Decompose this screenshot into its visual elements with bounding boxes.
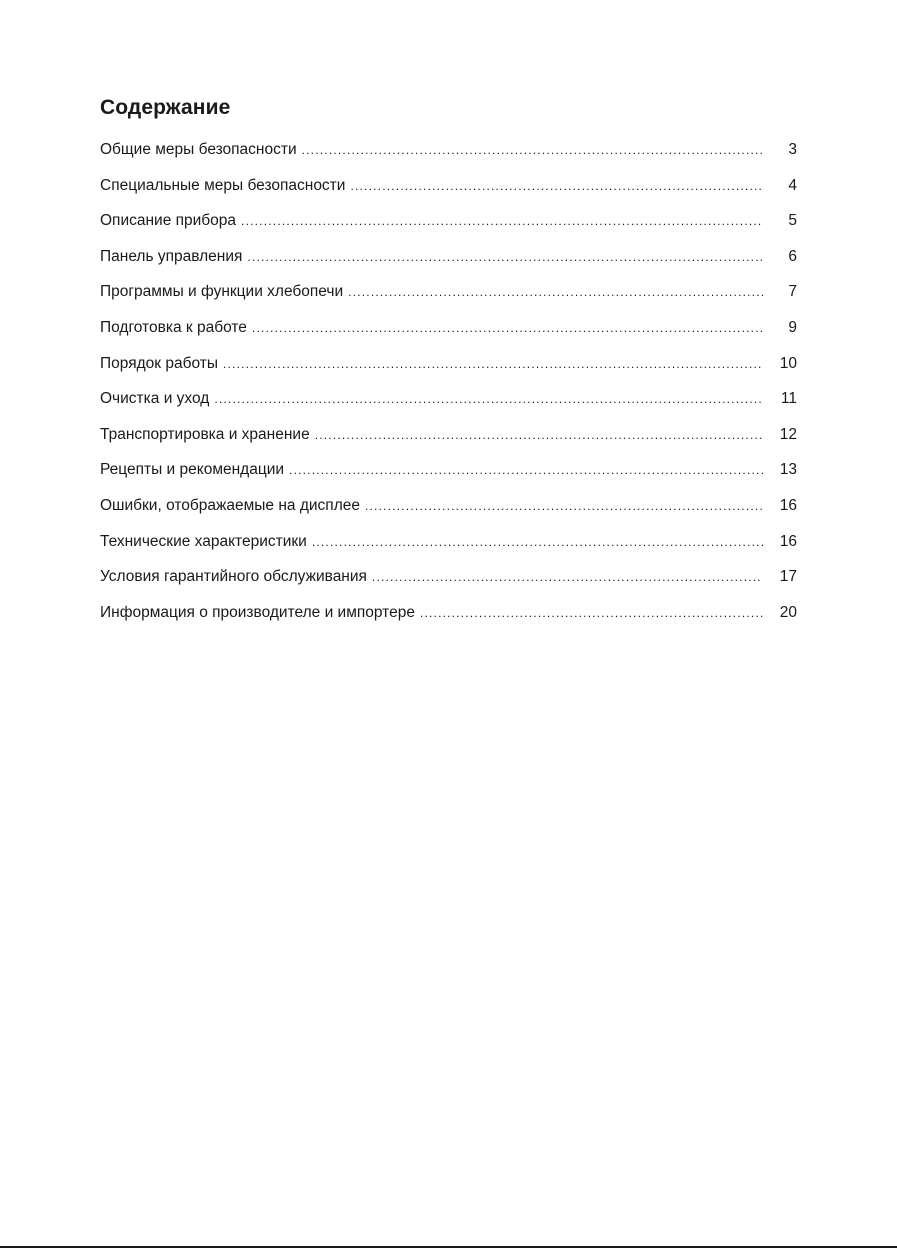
toc-entry-label: Технические характеристики: [100, 532, 307, 550]
toc-entry[interactable]: [100, 529, 797, 565]
toc-entry-page: 5: [788, 212, 797, 230]
toc-entry-page: 16: [779, 532, 797, 550]
toc-entry-page: 11: [780, 390, 797, 408]
toc-entry[interactable]: [100, 564, 797, 600]
toc-entry[interactable]: [100, 386, 797, 422]
toc-entry-label: Ошибки, отображаемые на дисплее: [100, 496, 360, 514]
toc-dot-leader: [247, 244, 763, 270]
toc-entry[interactable]: [100, 244, 797, 280]
toc-entry-label: Описание прибора: [100, 212, 237, 230]
toc-entry-label: Программы и функции хлебопечи: [100, 283, 344, 301]
toc-entry[interactable]: [100, 208, 797, 244]
toc-dot-leader: [289, 457, 763, 483]
toc-entry-page: 16: [779, 496, 797, 514]
toc-entry-label: Информация о производителе и импортере: [100, 603, 415, 621]
toc-dot-leader: [241, 208, 763, 234]
toc-entry-page: 7: [788, 283, 797, 301]
toc-entry-label: Порядок работы: [100, 354, 218, 372]
toc-entry-page: 3: [788, 141, 797, 158]
toc-entry[interactable]: [100, 600, 797, 636]
toc-entry-page: 17: [779, 568, 797, 586]
toc-dot-leader: [214, 386, 763, 412]
toc-dot-leader: [315, 422, 763, 448]
toc-dot-leader: [420, 600, 763, 626]
toc-dot-leader: [223, 351, 763, 377]
toc-entry[interactable]: [100, 493, 797, 529]
toc-entry[interactable]: [100, 315, 797, 351]
toc-dot-leader: [252, 315, 763, 341]
toc-entry-page: 10: [779, 354, 797, 372]
toc-entry-label: Специальные меры безопасности: [100, 176, 346, 194]
toc-entry[interactable]: [100, 279, 797, 315]
toc-entry-label: Очистка и уход: [100, 390, 210, 408]
toc-dot-leader: [312, 529, 763, 555]
toc-entry-page: 13: [779, 461, 797, 479]
toc-entry-label: Рецепты и рекомендации: [100, 461, 285, 479]
toc-entry-label: Панель управления: [100, 247, 243, 265]
toc-entry[interactable]: [100, 173, 797, 209]
toc-entry-label: Подготовка к работе: [100, 318, 247, 336]
table-of-contents: [100, 137, 797, 635]
toc-entry[interactable]: [100, 351, 797, 387]
toc-entry[interactable]: [100, 422, 797, 458]
toc-entry-page: 6: [788, 247, 797, 265]
toc-dot-leader: [302, 137, 763, 163]
toc-entry-label: Условия гарантийного обслуживания: [100, 568, 367, 586]
toc-entry-page: 12: [779, 425, 797, 443]
toc-entry-page: 4: [788, 176, 797, 194]
toc-dot-leader: [348, 279, 763, 305]
toc-dot-leader: [372, 564, 763, 590]
toc-dot-leader: [350, 173, 763, 199]
toc-dot-leader: [365, 493, 763, 519]
toc-entry[interactable]: [100, 457, 797, 493]
page-title: Содержание: [100, 96, 231, 119]
toc-entry[interactable]: [100, 137, 797, 173]
toc-entry-page: 20: [779, 603, 797, 621]
toc-entry-page: 9: [788, 318, 797, 336]
toc-entry-label: Транспортировка и хранение: [100, 425, 310, 443]
toc-entry-label: Общие меры безопасности: [100, 141, 297, 158]
